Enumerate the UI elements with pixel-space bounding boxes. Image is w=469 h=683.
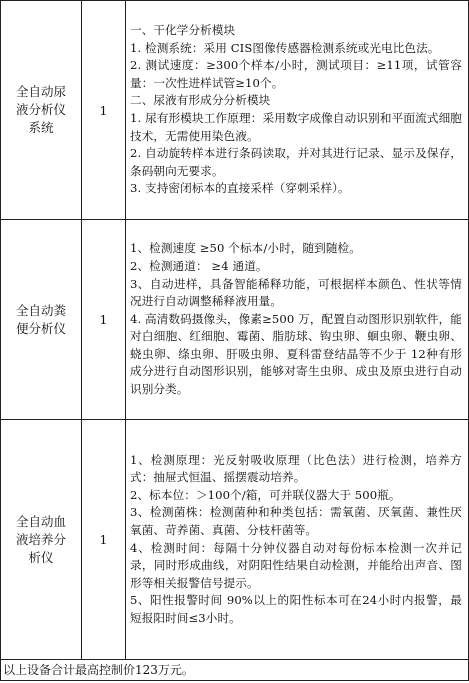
spec-line: 2、标本位：＞100个/箱，可并联仪器大于 500瓶。: [130, 487, 401, 502]
spec-line: 1、检测速度 ≥50 个标本/小时，随到随检。: [130, 241, 361, 256]
equipment-name-line: 析仪: [28, 549, 54, 565]
equipment-name-line: 液分析仪: [15, 102, 66, 117]
equipment-name-line: 全自动粪: [15, 302, 66, 318]
equipment-name-cell: [1, 420, 82, 660]
equipment-name-line: 系统: [28, 120, 54, 135]
equipment-name-line: 便分析仪: [15, 320, 66, 336]
spec-line: 3、自动进样，具备智能稀释功能，可根据样本颜色、性状等情况进行自动调整稀释液用量。: [130, 276, 462, 309]
spec-line: 2. 自动旋转样本进行条码读取，并对其进行记录、显示及保存，条码朝向无要求。: [130, 146, 462, 178]
table-row: [1, 220, 469, 420]
equipment-name-cell: [1, 220, 82, 420]
spec-line: 4. 高清数码摄像头，像素≥500 万，配置自动图形识别软件，能对白细胞、红细胞、霉菌、脂肪球、钩虫卵、蛔虫卵、鞭虫卵、蛲虫卵、绦虫卵、肝吸虫卵、夏科雷登结晶等不少于 12种有形成分进行自动图形识别，能够对寄生虫卵、成虫及原虫进行自动识别分类。: [130, 311, 462, 397]
spec-line: 二、尿液有形成分分析模块: [130, 93, 271, 108]
table-row: [1, 420, 469, 660]
spec-line: 1. 尿有形模块工作原理：采用数字成像自动识别和平面流式细胞技术，无需使用染色液。: [130, 111, 462, 143]
spec-line: 3. 支持密闭标本的直接采样（穿刺采样）。: [130, 181, 350, 196]
spec-line: 1. 检测系统：采用 CIS图像传感器检测系统或光电比色法。: [130, 40, 440, 55]
spec-cell: [126, 220, 469, 420]
equipment-name-line: 液培养分: [15, 531, 66, 547]
spec-line: 一、干化学分析模块: [130, 23, 236, 38]
quantity-cell: 1: [82, 220, 126, 420]
table-row: [1, 1, 469, 220]
equipment-name-cell: [1, 1, 82, 220]
total-price-note: 以上设备合计最高控制价123万元。: [1, 660, 469, 681]
spec-line: 2. 测试速度：≥300个样本/小时，测试项目：≥11项，试管容量：一次性进样试管≥10个。: [130, 58, 462, 90]
quantity-cell: 1: [82, 420, 126, 660]
spec-cell: [126, 420, 469, 660]
spec-cell: [126, 1, 469, 220]
spec-line: 5、阳性报警时间 90%以上的阳性标本可在24小时内报警，最短报阳时间≤3小时。: [130, 593, 462, 625]
spec-line: 4、检测时间：每隔十分钟仪器自动对每份标本检测一次并记录，同时形成曲线，对阴阳性结果自动检测，并能给出声音、图形等相关报警信号提示。: [130, 540, 462, 590]
table-row: [1, 660, 469, 681]
spec-line: 1、检测原理：光反射吸收原理（比色法）进行检测，培养方式：抽屉式恒温、摇摆震动培养。: [130, 452, 462, 485]
equipment-name-line: 全自动尿: [15, 84, 66, 99]
equipment-name-line: 全自动血: [15, 513, 66, 529]
quantity-cell: 1: [82, 1, 126, 220]
spec-line: 2、检测通道： ≥4 通道。: [130, 258, 268, 273]
spec-line: 3、检测菌株：检测菌种和种类包括：需氧菌、厌氧菌、兼性厌氧菌、苛养菌、真菌、分枝杆菌等。: [130, 505, 462, 537]
